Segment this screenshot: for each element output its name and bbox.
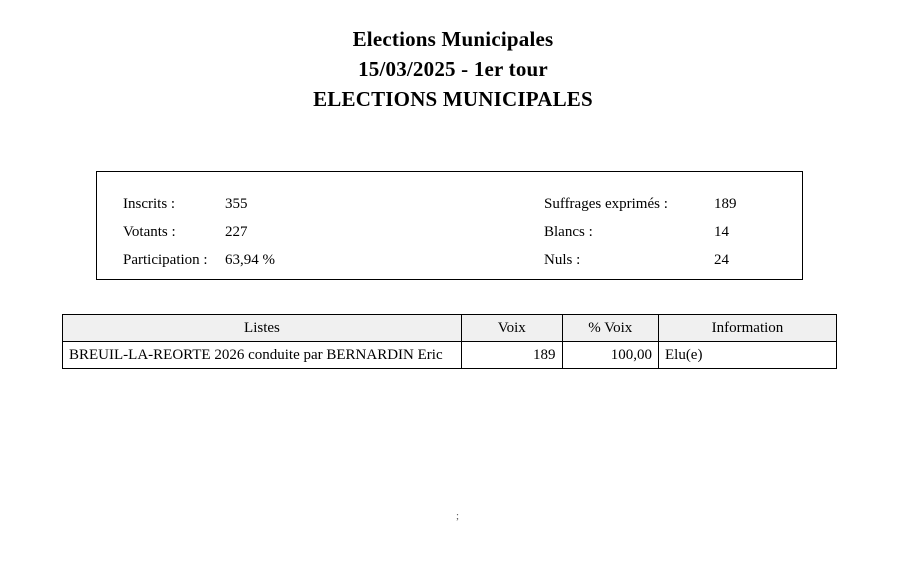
cell-voix: 189 [461, 342, 562, 369]
table-header-row [63, 315, 837, 342]
election-summary-box [96, 171, 803, 280]
table-row [63, 342, 837, 369]
results-table-head [63, 315, 837, 342]
inscrits-label: Inscrits : [123, 196, 176, 212]
nuls-value: 24 [714, 252, 729, 268]
nuls-label: Nuls : [544, 252, 581, 268]
election-summary-grid [97, 172, 802, 279]
column-header-listes: Listes [63, 315, 462, 342]
column-header-pct-voix: % Voix [562, 315, 658, 342]
results-table [62, 314, 837, 369]
participation-value: 63,94 % [225, 252, 275, 268]
participation-label: Participation : [123, 252, 208, 268]
votants-label: Votants : [123, 224, 176, 240]
summary-row [97, 218, 802, 246]
blancs-value: 14 [714, 224, 729, 240]
summary-row [97, 246, 802, 274]
summary-row [97, 190, 802, 218]
column-header-information: Information [658, 315, 836, 342]
footer-mark: ; [456, 510, 460, 522]
page-title-line-3: ELECTIONS MUNICIPALES [313, 87, 593, 111]
page-title-line-2: 15/03/2025 - 1er tour [358, 57, 548, 81]
suffrages-exprimes-label: Suffrages exprimés : [544, 196, 668, 212]
votants-value: 227 [225, 224, 248, 240]
inscrits-value: 355 [225, 196, 248, 212]
document-title-block [0, 24, 906, 114]
cell-liste: BREUIL-LA-REORTE 2026 conduite par BERNARDIN Eric [63, 342, 462, 369]
cell-pct-voix: 100,00 [562, 342, 658, 369]
page-title-line-1: Elections Municipales [352, 27, 554, 51]
suffrages-exprimes-value: 189 [714, 196, 737, 212]
results-table-body [63, 342, 837, 369]
blancs-label: Blancs : [544, 224, 593, 240]
column-header-voix: Voix [461, 315, 562, 342]
cell-information: Elu(e) [658, 342, 836, 369]
